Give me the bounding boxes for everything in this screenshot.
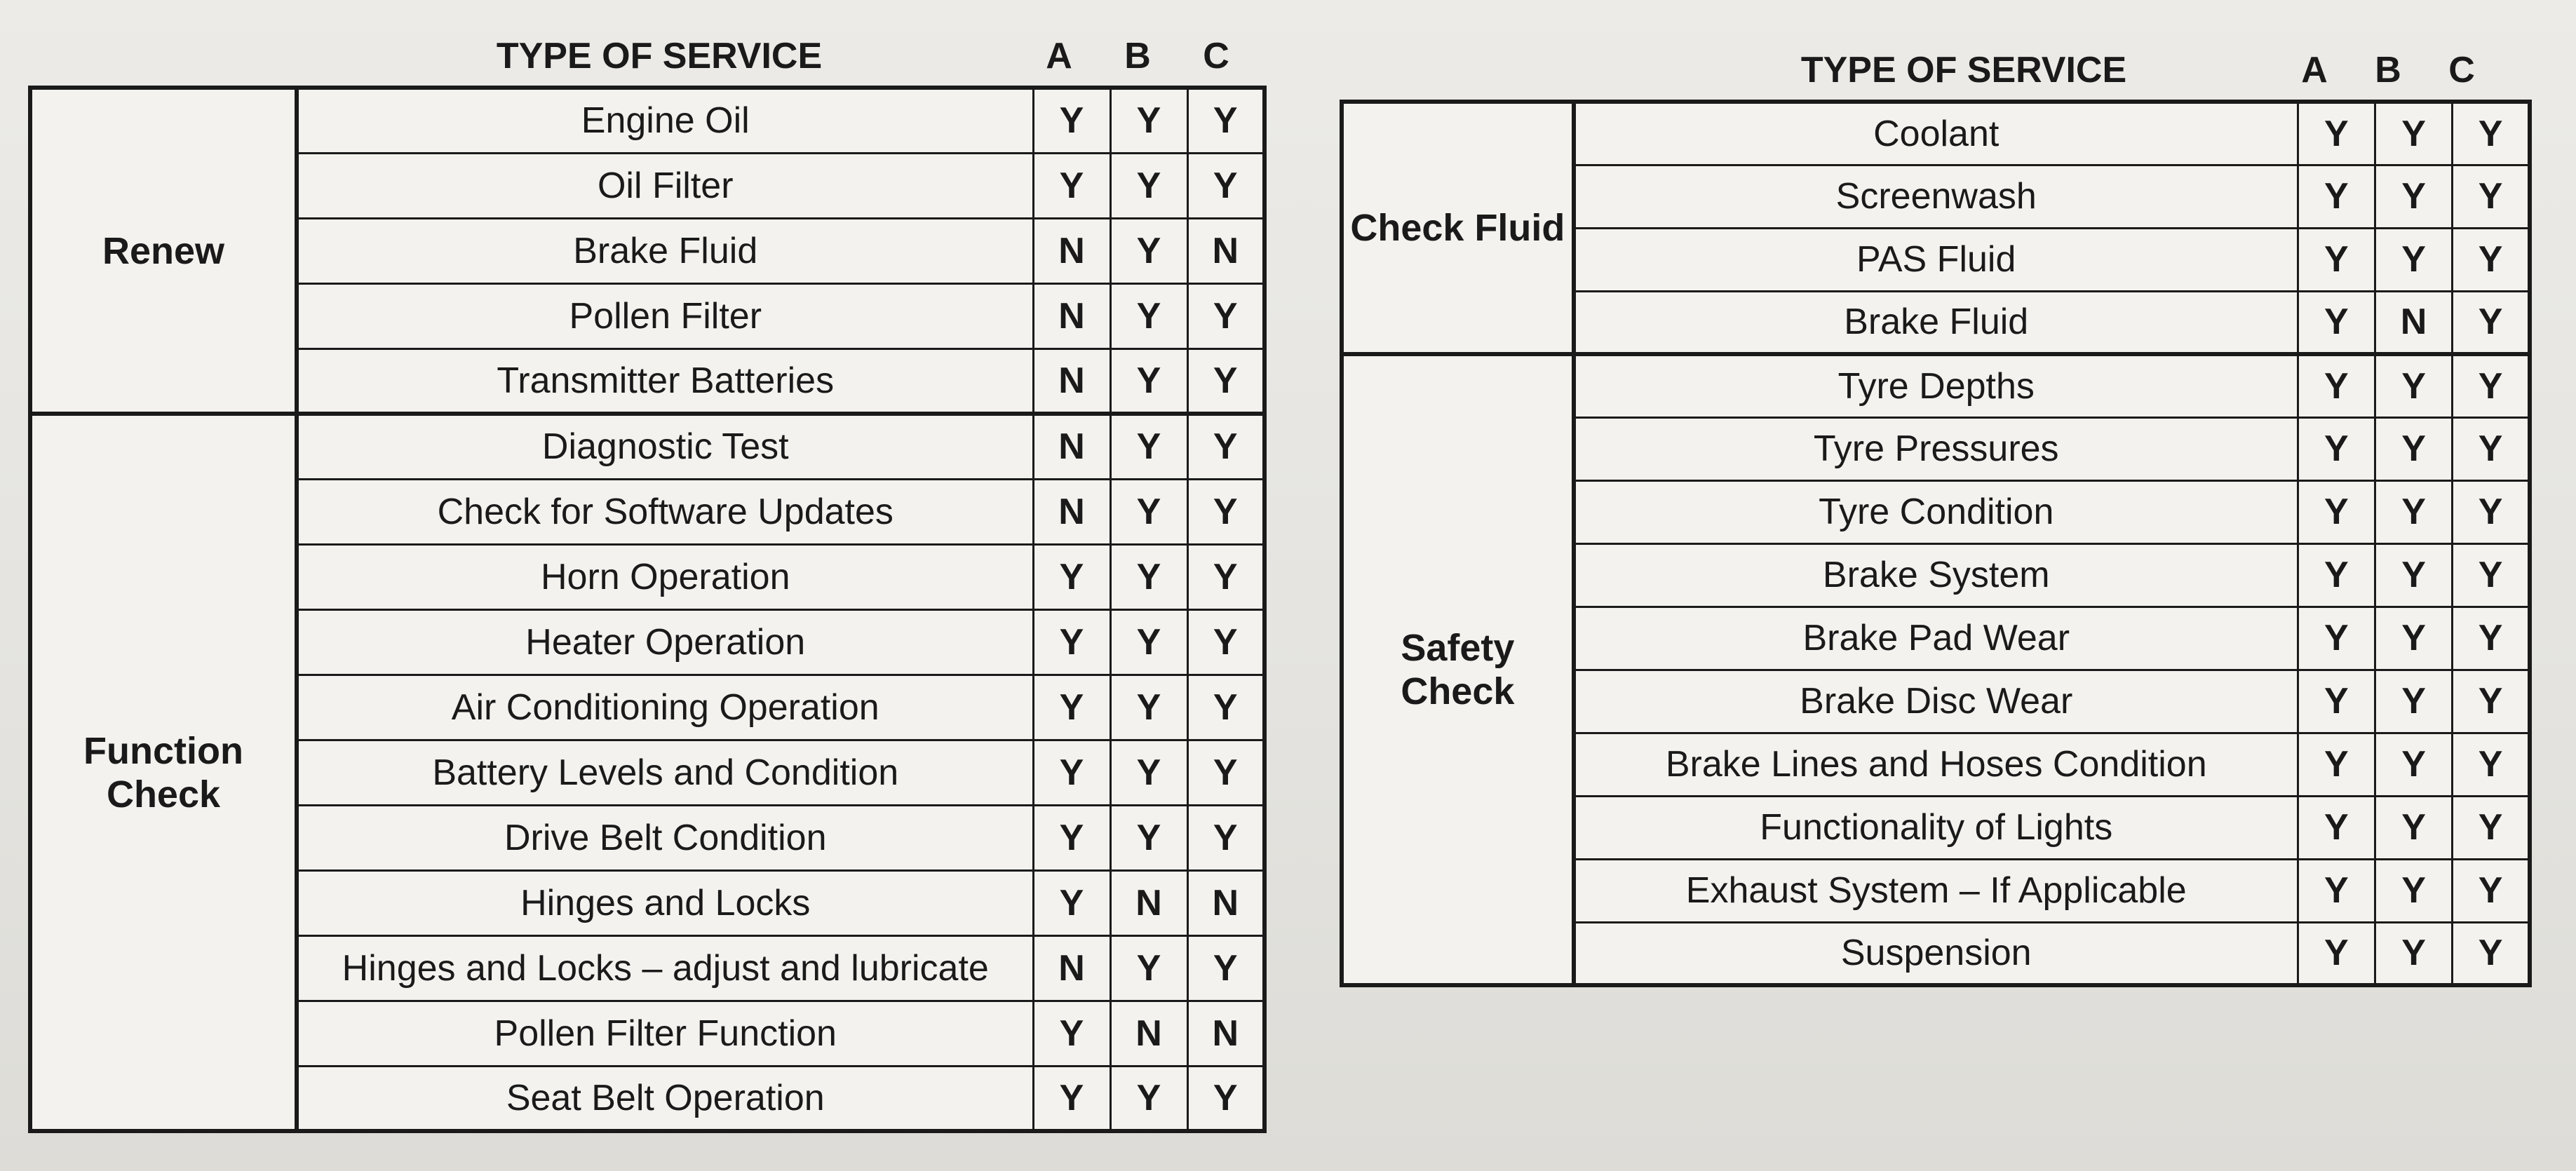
flag-a: Y [2298,291,2375,354]
flag-a: Y [2298,228,2375,291]
column-heading-b: B [1124,36,1151,76]
flag-c: Y [2453,354,2530,417]
flag-b: Y [2375,733,2452,796]
flag-a: Y [2298,922,2375,985]
service-item: Tyre Condition [1574,480,2298,543]
flag-c: Y [2453,291,2530,354]
service-item: Pollen Filter Function [297,1001,1033,1066]
service-item: Oil Filter [297,153,1033,218]
flag-c: Y [1187,1066,1265,1131]
flag-b: Y [2375,670,2452,733]
flag-c: Y [1187,935,1265,1001]
type-of-service-heading: TYPE OF SERVICE [496,36,823,76]
flag-b: Y [2375,543,2452,607]
flag-b: N [2375,291,2452,354]
flag-a: Y [2298,733,2375,796]
group-label-safety-check: Safety Check [1342,354,1574,985]
flag-a: Y [1033,544,1110,609]
flag-b: Y [1110,675,1187,740]
right-service-table [1340,100,2532,987]
service-item: Functionality of Lights [1574,796,2298,859]
flag-a: Y [2298,417,2375,480]
flag-a: Y [2298,165,2375,228]
flag-a: Y [2298,102,2375,165]
flag-a: Y [2298,796,2375,859]
service-item: Transmitter Batteries [297,348,1033,414]
column-heading-c: C [1203,36,1229,76]
service-item: Engine Oil [297,88,1033,153]
flag-a: Y [1033,153,1110,218]
service-item: Brake Fluid [297,218,1033,283]
flag-c: Y [1187,805,1265,870]
flag-c: Y [2453,165,2530,228]
flag-c: Y [1187,283,1265,348]
flag-a: N [1033,218,1110,283]
column-heading-b: B [2375,50,2401,90]
flag-b: Y [2375,480,2452,543]
flag-c: Y [2453,417,2530,480]
service-item: Heater Operation [297,609,1033,675]
flag-b: Y [2375,859,2452,922]
flag-b: Y [1110,479,1187,544]
flag-b: Y [1110,88,1187,153]
column-heading-a: A [2301,50,2328,90]
service-item: Coolant [1574,102,2298,165]
flag-b: Y [1110,1066,1187,1131]
flag-c: Y [2453,607,2530,670]
flag-b: Y [1110,218,1187,283]
flag-b: Y [2375,607,2452,670]
service-item: Drive Belt Condition [297,805,1033,870]
service-item: Suspension [1574,922,2298,985]
flag-b: Y [2375,796,2452,859]
service-item: Brake Pad Wear [1574,607,2298,670]
table-row [30,88,1265,153]
flag-a: Y [2298,607,2375,670]
flag-b: Y [1110,609,1187,675]
flag-b: Y [1110,283,1187,348]
flag-b: Y [1110,414,1187,479]
flag-b: Y [2375,417,2452,480]
service-item: Brake Disc Wear [1574,670,2298,733]
right-table-header [1333,46,2553,95]
flag-c: N [1187,1001,1265,1066]
service-item: Brake Fluid [1574,291,2298,354]
type-of-service-heading: TYPE OF SERVICE [1800,50,2127,90]
flag-c: Y [2453,733,2530,796]
flag-a: Y [1033,1066,1110,1131]
flag-b: Y [2375,102,2452,165]
flag-b: Y [2375,354,2452,417]
left-service-table [28,86,1267,1133]
flag-b: Y [2375,228,2452,291]
flag-b: Y [1110,740,1187,805]
table-row [1342,354,2530,417]
flag-a: Y [1033,870,1110,935]
group-label-renew: Renew [30,88,297,414]
flag-a: N [1033,935,1110,1001]
flag-c: Y [1187,544,1265,609]
flag-c: Y [2453,922,2530,985]
flag-a: Y [2298,480,2375,543]
flag-c: Y [2453,670,2530,733]
table-row [1342,102,2530,165]
flag-b: Y [1110,348,1187,414]
flag-a: N [1033,348,1110,414]
service-item: Seat Belt Operation [297,1066,1033,1131]
flag-c: Y [2453,796,2530,859]
group-label-function-check: Function Check [30,414,297,1131]
flag-c: N [1187,870,1265,935]
group-label-check-fluid: Check Fluid [1342,102,1574,354]
service-item: Check for Software Updates [297,479,1033,544]
flag-c: Y [1187,414,1265,479]
flag-c: Y [1187,479,1265,544]
flag-c: Y [1187,740,1265,805]
service-item: Brake System [1574,543,2298,607]
flag-c: Y [1187,88,1265,153]
flag-b: Y [2375,922,2452,985]
flag-c: Y [1187,675,1265,740]
flag-c: Y [2453,859,2530,922]
flag-a: Y [1033,88,1110,153]
service-item: Hinges and Locks – adjust and lubricate [297,935,1033,1001]
flag-b: N [1110,870,1187,935]
flag-a: Y [2298,543,2375,607]
service-item: Pollen Filter [297,283,1033,348]
flag-a: Y [1033,609,1110,675]
flag-a: Y [2298,354,2375,417]
column-heading-a: A [1046,36,1072,76]
service-item: PAS Fluid [1574,228,2298,291]
flag-b: Y [2375,165,2452,228]
flag-c: Y [2453,480,2530,543]
service-item: Air Conditioning Operation [297,675,1033,740]
flag-c: Y [1187,153,1265,218]
flag-b: Y [1110,935,1187,1001]
flag-a: N [1033,414,1110,479]
column-heading-c: C [2448,50,2475,90]
left-table-header [0,32,1276,81]
service-item: Tyre Depths [1574,354,2298,417]
flag-c: Y [1187,348,1265,414]
flag-a: Y [1033,805,1110,870]
flag-c: N [1187,218,1265,283]
flag-a: Y [1033,1001,1110,1066]
flag-a: Y [1033,675,1110,740]
flag-c: Y [1187,609,1265,675]
flag-a: N [1033,283,1110,348]
flag-a: Y [1033,740,1110,805]
service-item: Screenwash [1574,165,2298,228]
flag-a: N [1033,479,1110,544]
flag-a: Y [2298,670,2375,733]
service-item: Battery Levels and Condition [297,740,1033,805]
service-item: Diagnostic Test [297,414,1033,479]
service-item: Brake Lines and Hoses Condition [1574,733,2298,796]
service-item: Horn Operation [297,544,1033,609]
service-item: Exhaust System – If Applicable [1574,859,2298,922]
flag-b: N [1110,1001,1187,1066]
flag-a: Y [2298,859,2375,922]
flag-c: Y [2453,228,2530,291]
table-row [30,414,1265,479]
service-item: Hinges and Locks [297,870,1033,935]
flag-c: Y [2453,543,2530,607]
flag-b: Y [1110,153,1187,218]
service-item: Tyre Pressures [1574,417,2298,480]
flag-c: Y [2453,102,2530,165]
flag-b: Y [1110,805,1187,870]
flag-b: Y [1110,544,1187,609]
